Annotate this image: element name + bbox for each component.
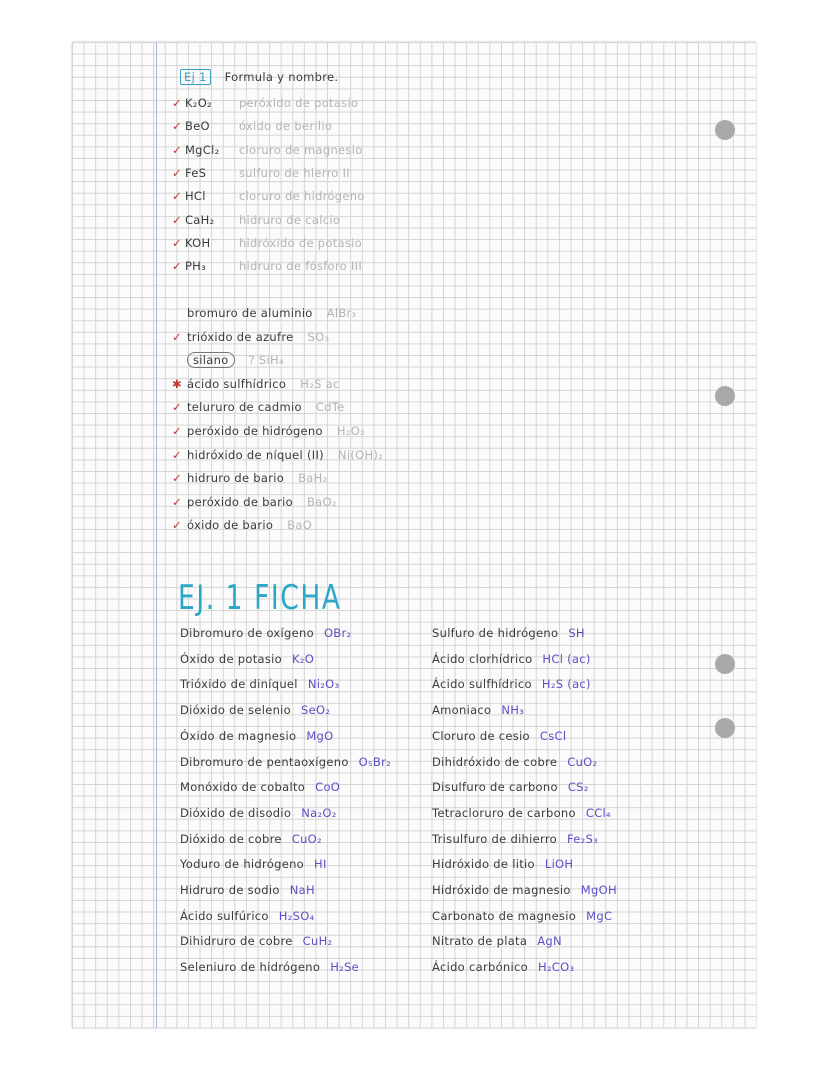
- compound-name: Trisulfuro de dihierro: [432, 831, 557, 846]
- check-mark: ✓: [172, 400, 182, 415]
- compound-name: peróxido de potasio: [238, 96, 359, 110]
- compound-name: Dióxido de selenio: [180, 703, 292, 718]
- exercise-row: [172, 518, 312, 532]
- ficha-row: [432, 652, 591, 666]
- compound-name: Ácido clorhídrico: [432, 651, 533, 666]
- compound-name: telururo de cadmio: [187, 400, 302, 415]
- compound-name: Ácido carbónico: [432, 960, 528, 975]
- compound-name: Cloruro de cesio: [432, 728, 530, 743]
- formula: AgN: [537, 934, 562, 949]
- compound-name: hidróxido de níquel (II): [187, 447, 324, 462]
- check-mark: ✓: [172, 96, 182, 110]
- binder-hole: [715, 120, 735, 140]
- formula: HI: [314, 857, 327, 872]
- compound-name: Dióxido de disodio: [180, 805, 292, 820]
- compound-name: Monóxido de cobalto: [180, 780, 306, 795]
- check-mark: ✓: [172, 447, 182, 462]
- exercise-label: Ej 1: [180, 69, 211, 85]
- ficha-row: [180, 755, 391, 769]
- compound-name: hidruro de calcio: [238, 212, 341, 227]
- formula: HCl (ac): [542, 651, 591, 666]
- binder-hole: [715, 718, 735, 738]
- check-mark: ✓: [172, 471, 182, 486]
- compound-name: Óxido de magnesio: [180, 728, 297, 743]
- ficha-row: [180, 677, 339, 691]
- check-mark: ✓: [172, 518, 182, 533]
- compound-name: Nitrato de plata: [432, 934, 528, 949]
- ficha-row: [180, 934, 332, 948]
- formula: NH₃: [501, 703, 525, 718]
- formula: K₂O: [292, 651, 315, 666]
- formula: BaO: [287, 518, 313, 533]
- formula: CS₂: [567, 780, 589, 795]
- exercise-header: [180, 70, 338, 84]
- compound-name: Tetracloruro de carbono: [432, 805, 576, 820]
- compound-name: silano: [187, 352, 235, 368]
- formula: NaH: [289, 883, 315, 897]
- formula: SeO₂: [301, 703, 331, 718]
- ficha-row: [432, 729, 566, 743]
- compound-name: óxido de berilio: [238, 119, 333, 134]
- formula: H₂SO₄: [278, 908, 315, 923]
- ficha-row: [180, 703, 330, 717]
- compound-name: hidróxido de potasio: [238, 235, 363, 250]
- exercise-row: [172, 259, 362, 273]
- formula: LiOH: [544, 857, 574, 872]
- ficha-row: [432, 934, 562, 948]
- formula: H₂O₂: [336, 424, 365, 438]
- exercise-row: [172, 306, 356, 320]
- formula: OBr₂: [323, 626, 352, 640]
- compound-name: bromuro de aluminio: [187, 306, 313, 320]
- exercise-row: [172, 96, 358, 110]
- ficha-row: [180, 857, 327, 871]
- exercise-row: [172, 448, 383, 462]
- compound-name: Dibromuro de pentaoxígeno: [180, 754, 349, 769]
- compound-name: hidruro de bario: [187, 471, 285, 486]
- exercise-row: [172, 377, 340, 391]
- check-mark: ✓: [172, 212, 182, 227]
- check-mark: ✓: [172, 424, 182, 438]
- margin-line: [156, 42, 157, 1028]
- formula: AlBr₃: [326, 306, 357, 320]
- ficha-row: [432, 677, 591, 691]
- compound-name: cloruro de magnesio: [238, 142, 363, 157]
- ficha-row: [432, 703, 524, 717]
- compound-name: Hidruro de sodio: [180, 883, 280, 897]
- formula: CdTe: [315, 400, 345, 415]
- formula: MgCl₂: [184, 142, 220, 157]
- exercise-row: [172, 495, 337, 509]
- compound-name: peróxido de hidrógeno: [187, 424, 323, 438]
- formula: CuH₂: [302, 934, 333, 949]
- formula: K₂O₂: [184, 96, 212, 110]
- exercise-row: [172, 353, 284, 367]
- ficha-row: [432, 960, 574, 974]
- compound-name: sulfuro de hierro II: [238, 165, 350, 180]
- check-mark: ✓: [172, 189, 182, 204]
- formula: CsCl: [539, 728, 567, 743]
- compound-name: Dióxido de cobre: [180, 831, 282, 846]
- compound-name: cloruro de hidrógeno: [238, 189, 365, 204]
- exercise-row: [172, 400, 344, 414]
- compound-name: Amoniaco: [432, 703, 492, 718]
- formula: CCl₄: [585, 805, 611, 820]
- ficha-row: [432, 626, 585, 640]
- check-mark: ✓: [172, 259, 182, 274]
- ficha-row: [180, 652, 314, 666]
- compound-name: hidruro de fósforo III: [238, 259, 363, 274]
- check-mark: ✱: [172, 376, 182, 391]
- exercise-row: [172, 166, 350, 180]
- formula: MgOH: [580, 883, 617, 897]
- binder-hole: [715, 654, 735, 674]
- formula: Na₂O₂: [301, 805, 337, 820]
- formula: SH: [568, 626, 585, 640]
- formula: H₂S (ac): [541, 677, 591, 692]
- ficha-row: [432, 909, 612, 923]
- exercise-row: [172, 471, 328, 485]
- ficha-row: [180, 883, 315, 897]
- ficha-row: [180, 909, 315, 923]
- formula: MgC: [586, 908, 613, 923]
- ficha-row: [432, 806, 611, 820]
- compound-name: óxido de bario: [187, 518, 274, 533]
- compound-name: Dibromuro de oxígeno: [180, 626, 314, 640]
- formula: BaO₂: [306, 494, 337, 509]
- exercise-row: [172, 236, 362, 250]
- compound-name: Yoduro de hidrógeno: [180, 857, 305, 872]
- compound-name: ácido sulfhídrico: [187, 376, 287, 391]
- formula: H₂Se: [330, 960, 360, 975]
- compound-name: Dihidruro de cobre: [180, 934, 293, 949]
- compound-name: peróxido de bario: [187, 494, 293, 509]
- compound-name: Ácido sulfúrico: [180, 908, 269, 923]
- formula: CaH₂: [184, 212, 215, 227]
- formula: Ni₂O₃: [307, 677, 340, 692]
- formula: CoO: [315, 780, 341, 795]
- ficha-row: [180, 729, 334, 743]
- compound-name: Óxido de potasio: [180, 651, 282, 666]
- exercise-row: [172, 424, 365, 438]
- exercise-title: Formula y nombre.: [224, 70, 339, 84]
- formula: CuO₂: [291, 831, 322, 846]
- ficha-row: [180, 806, 337, 820]
- check-mark: ✓: [172, 494, 182, 509]
- formula: BaH₂: [298, 471, 328, 486]
- check-mark: ✓: [172, 165, 182, 180]
- formula: BeO: [184, 119, 210, 134]
- exercise-row: [172, 143, 363, 157]
- compound-name: Disulfuro de carbono: [432, 780, 558, 795]
- formula: O₅Br₂: [358, 754, 392, 769]
- formula: PH₃: [184, 259, 207, 274]
- compound-name: Trióxido de diníquel: [180, 677, 298, 692]
- formula: MgO: [306, 728, 334, 743]
- check-mark: ✓: [172, 119, 182, 134]
- formula: CuO₂: [567, 754, 598, 769]
- compound-name: trióxido de azufre: [187, 329, 294, 344]
- compound-name: Sulfuro de hidrógeno: [432, 626, 559, 640]
- formula: H₂S ac: [300, 376, 340, 391]
- check-mark: ✓: [172, 235, 182, 250]
- compound-name: Seleniuro de hidrógeno: [180, 960, 321, 975]
- compound-name: Ácido sulfhídrico: [432, 677, 532, 692]
- check-mark: ✓: [172, 329, 182, 344]
- ficha-row: [432, 755, 597, 769]
- formula: HCl: [184, 189, 206, 204]
- compound-name: Hidróxido de litio: [432, 857, 535, 872]
- ficha-row: [432, 883, 617, 897]
- exercise-row: [172, 119, 332, 133]
- formula: H₂CO₃: [537, 960, 575, 975]
- ficha-row: [180, 832, 322, 846]
- compound-name: Carbonato de magnesio: [432, 908, 577, 923]
- ficha-row: [432, 780, 589, 794]
- formula: Ni(OH)₂: [337, 447, 384, 462]
- check-mark: ✓: [172, 142, 182, 157]
- formula: Fe₂S₃: [566, 831, 599, 846]
- compound-name: Hidróxido de magnesio: [432, 883, 571, 897]
- formula: KOH: [184, 235, 211, 250]
- exercise-row: [172, 213, 340, 227]
- ficha-row: [180, 960, 359, 974]
- formula: FeS: [184, 165, 207, 180]
- compound-name: Dihidróxido de cobre: [432, 754, 558, 769]
- formula: SO₃: [307, 329, 330, 344]
- ficha-row: [432, 832, 598, 846]
- ficha-heading: EJ. 1 FICHA: [178, 578, 342, 618]
- exercise-row: [172, 189, 365, 203]
- binder-hole: [715, 386, 735, 406]
- ficha-row: [180, 780, 340, 794]
- ficha-row: [180, 626, 351, 640]
- ficha-row: [432, 857, 573, 871]
- exercise-row: [172, 330, 329, 344]
- formula: ? SiH₄: [248, 353, 284, 368]
